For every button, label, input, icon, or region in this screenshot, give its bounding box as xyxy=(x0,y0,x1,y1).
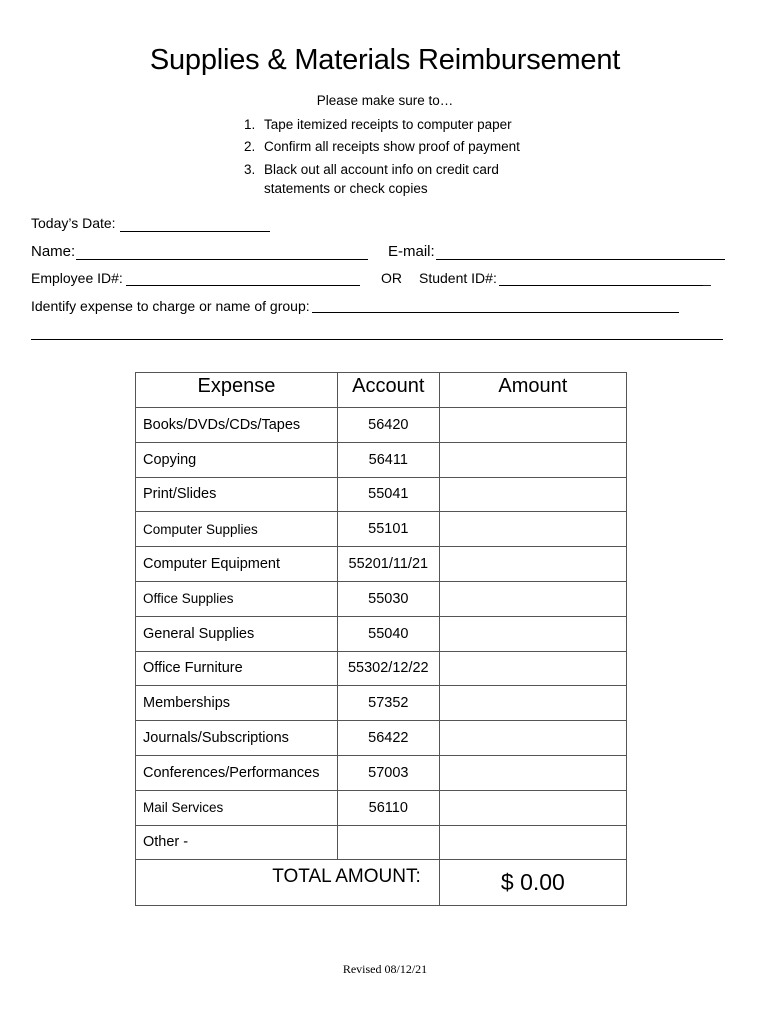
account-cell: 55101 xyxy=(337,512,439,547)
instruction-text: Black out all account info on credit card xyxy=(264,162,499,177)
instruction-text: Tape itemized receipts to computer paper xyxy=(264,117,512,132)
amount-column-header: Amount xyxy=(439,373,626,408)
expense-cell: Memberships xyxy=(136,686,338,721)
expense-cell: Print/Slides xyxy=(136,477,338,512)
table-row xyxy=(136,512,627,547)
revision-date: Revised 08/12/21 xyxy=(342,962,428,976)
amount-cell[interactable] xyxy=(439,651,626,686)
email-field[interactable] xyxy=(436,259,725,260)
amount-cell[interactable] xyxy=(439,686,626,721)
expense-cell: Computer Equipment xyxy=(136,547,338,582)
amount-cell[interactable] xyxy=(439,616,626,651)
expense-cell: Mail Services xyxy=(136,790,338,825)
account-cell: 55041 xyxy=(337,477,439,512)
account-column-header: Account xyxy=(337,373,439,408)
account-cell: 55040 xyxy=(337,616,439,651)
instruction-number: 3. xyxy=(244,162,256,177)
account-cell: 56110 xyxy=(337,790,439,825)
table-row xyxy=(136,651,627,686)
expense-cell: Other - xyxy=(136,825,338,860)
expense-group-label: Identify expense to charge or name of group: xyxy=(31,298,310,314)
student-id-trail: _ xyxy=(703,270,711,286)
amount-cell[interactable] xyxy=(439,547,626,582)
amount-cell[interactable] xyxy=(439,581,626,616)
or-label: OR xyxy=(381,270,402,286)
table-row xyxy=(136,408,627,443)
instruction-continuation: statements or check copies xyxy=(264,181,428,196)
name-label: Name: xyxy=(31,243,76,260)
table-row xyxy=(136,616,627,651)
amount-cell[interactable] xyxy=(439,755,626,790)
amount-cell[interactable] xyxy=(439,721,626,756)
account-cell: 56411 xyxy=(337,442,439,477)
employee-id-field[interactable] xyxy=(126,285,360,286)
table-row xyxy=(136,581,627,616)
student-id-field[interactable] xyxy=(499,285,703,286)
expense-cell: Books/DVDs/CDs/Tapes xyxy=(136,408,338,443)
amount-cell[interactable] xyxy=(439,442,626,477)
account-cell: 56420 xyxy=(337,408,439,443)
total-amount-label: TOTAL AMOUNT: xyxy=(136,860,440,906)
employee-id-label: Employee ID#: xyxy=(31,270,123,286)
amount-cell[interactable] xyxy=(439,477,626,512)
account-cell: 55302/12/22 xyxy=(337,651,439,686)
expense-cell: Conferences/Performances xyxy=(136,755,338,790)
table-row xyxy=(136,721,627,756)
expense-cell: Journals/Subscriptions xyxy=(136,721,338,756)
account-cell: 56422 xyxy=(337,721,439,756)
table-row xyxy=(136,442,627,477)
expense-table xyxy=(135,372,627,906)
expense-cell: Office Furniture xyxy=(136,651,338,686)
form-title: Supplies & Materials Reimbursement xyxy=(149,44,621,76)
name-field[interactable] xyxy=(76,259,368,260)
table-row xyxy=(136,755,627,790)
instruction-text: Confirm all receipts show proof of payment xyxy=(264,139,520,154)
table-header-row xyxy=(136,373,627,408)
amount-cell[interactable] xyxy=(439,408,626,443)
account-cell: 55030 xyxy=(337,581,439,616)
student-id-label: Student ID#: xyxy=(419,270,497,286)
instruction-number: 1. xyxy=(244,117,256,132)
expense-group-field-continued[interactable] xyxy=(31,339,723,340)
account-cell: 55201/11/21 xyxy=(337,547,439,582)
account-cell: 57352 xyxy=(337,686,439,721)
expense-group-field[interactable] xyxy=(312,312,679,313)
amount-cell[interactable] xyxy=(439,790,626,825)
expense-cell: Computer Supplies xyxy=(136,512,338,547)
amount-cell[interactable] xyxy=(439,512,626,547)
email-label: E-mail: xyxy=(388,243,435,260)
total-amount-value: $ 0.00 xyxy=(439,860,626,906)
expense-cell: Office Supplies xyxy=(136,581,338,616)
account-cell[interactable] xyxy=(337,825,439,860)
expense-column-header: Expense xyxy=(136,373,338,408)
expense-cell: General Supplies xyxy=(136,616,338,651)
amount-cell[interactable] xyxy=(439,825,626,860)
table-row xyxy=(136,686,627,721)
total-row xyxy=(136,860,627,906)
date-label: Today’s Date: xyxy=(31,215,116,231)
expense-cell: Copying xyxy=(136,442,338,477)
intro-text: Please make sure to… xyxy=(316,93,454,108)
instruction-number: 2. xyxy=(244,139,256,154)
table-row xyxy=(136,477,627,512)
table-row xyxy=(136,547,627,582)
table-row xyxy=(136,825,627,860)
table-row xyxy=(136,790,627,825)
date-field[interactable] xyxy=(120,231,270,232)
account-cell: 57003 xyxy=(337,755,439,790)
